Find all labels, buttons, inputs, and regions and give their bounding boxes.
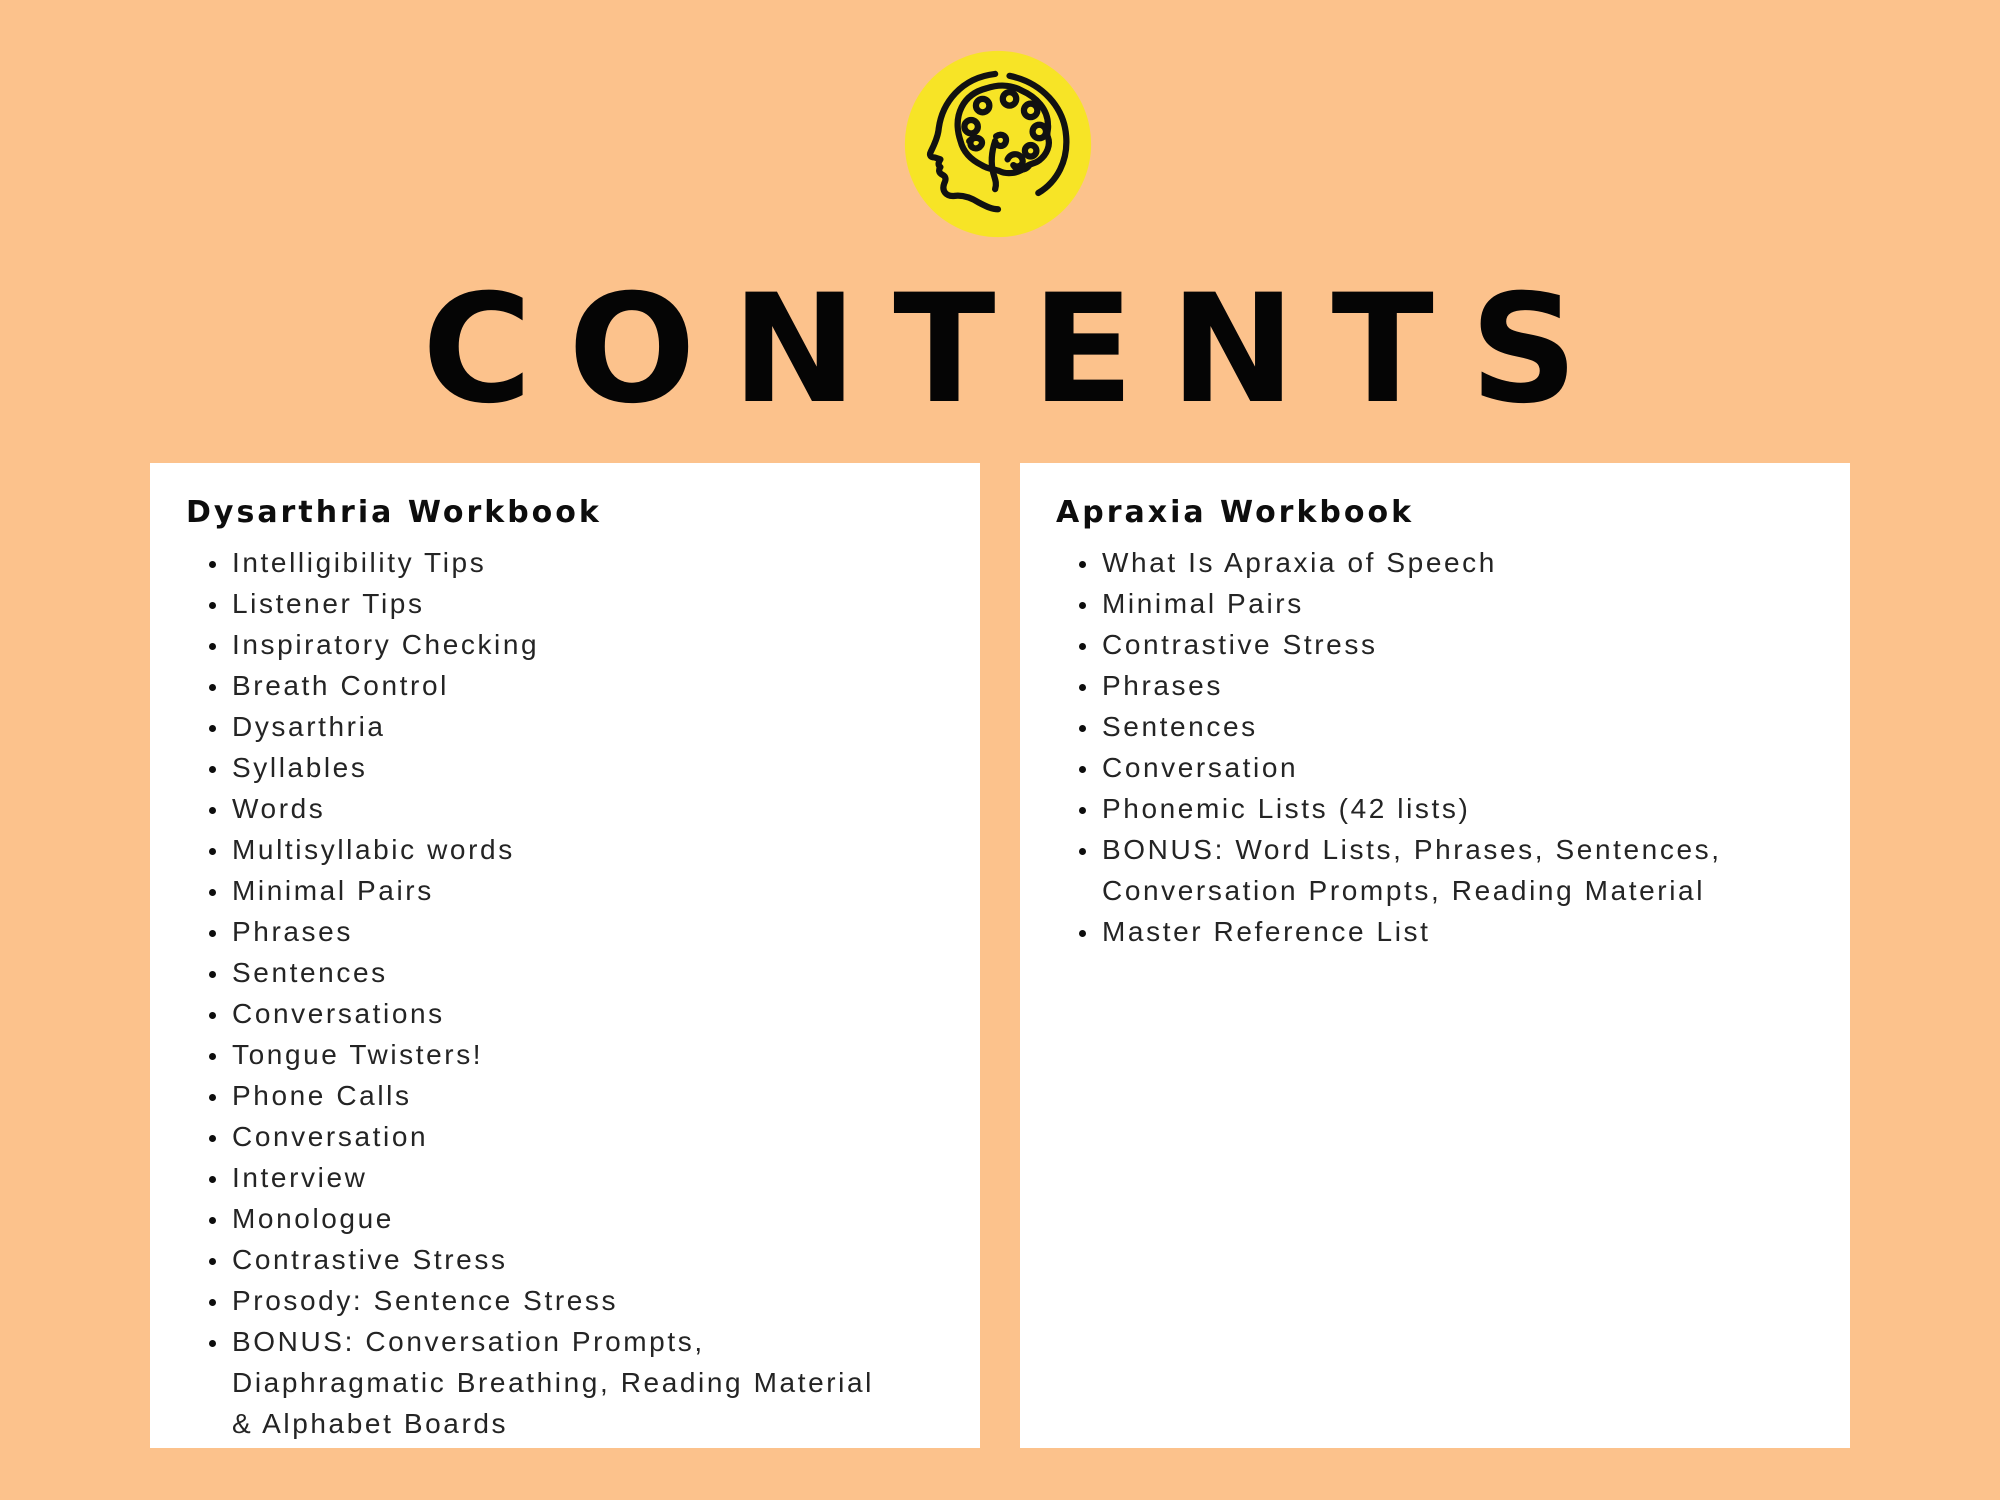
list-item: • Listener Tips [230,583,882,624]
card-heading: Apraxia Workbook [1056,495,1415,530]
list-item: • Sentences [1100,706,1752,747]
list-item: • Conversations [230,993,882,1034]
dysarthria-workbook-card [150,463,980,1448]
list-item: • Conversation [230,1116,882,1157]
list-item: • Tongue Twisters! [230,1034,882,1075]
list-item: • Inspiratory Checking [230,624,882,665]
list-item: • Conversation [1100,747,1752,788]
list-item: • Master Reference List [1100,911,1752,952]
head-brain-icon-svg [902,48,1094,240]
list-item: • Minimal Pairs [1100,583,1752,624]
card-heading: Dysarthria Workbook [186,495,602,530]
list-item: • Phrases [230,911,882,952]
list-item: • Syllables [230,747,882,788]
list-item: • BONUS: Conversation Prompts, Diaphragmatic Breathing, Reading Material & Alphabet Boards [230,1321,882,1444]
apraxia-workbook-card [1020,463,1850,1448]
list-item: • Prosody: Sentence Stress [230,1280,882,1321]
list-item: • Multisyllabic words [230,829,882,870]
head-brain-icon [902,48,1094,240]
list-item: • Phonemic Lists (42 lists) [1100,788,1752,829]
list-item: • Breath Control [230,665,882,706]
contents-list [186,542,950,1444]
list-item: • What Is Apraxia of Speech [1100,542,1752,583]
page-title: CONTENTS [422,263,1614,437]
cards-row [150,463,1850,1448]
list-item: • Interview [230,1157,882,1198]
list-item: • Sentences [230,952,882,993]
list-item: • BONUS: Word Lists, Phrases, Sentences, Conversation Prompts, Reading Material [1100,829,1752,911]
list-item: • Phone Calls [230,1075,882,1116]
list-item: • Contrastive Stress [1100,624,1752,665]
list-item: • Words [230,788,882,829]
list-item: • Contrastive Stress [230,1239,882,1280]
list-item: • Monologue [230,1198,882,1239]
contents-list [1056,542,1820,952]
list-item: • Dysarthria [230,706,882,747]
list-item: • Intelligibility Tips [230,542,882,583]
list-item: • Minimal Pairs [230,870,882,911]
list-item: • Phrases [1100,665,1752,706]
